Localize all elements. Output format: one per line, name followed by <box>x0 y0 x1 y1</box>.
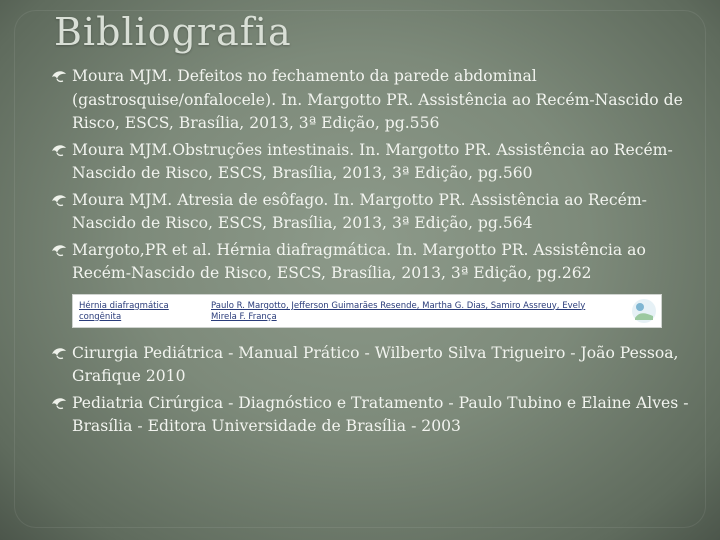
curled-leaf-bullet-icon <box>50 242 68 258</box>
reference-item <box>50 342 690 389</box>
curled-leaf-bullet-icon <box>50 345 68 361</box>
curled-leaf-bullet-icon <box>50 192 68 208</box>
reference-list <box>50 65 690 442</box>
reference-item <box>50 239 690 286</box>
authors-link[interactable]: Paulo R. Margotto, Jefferson Guimarães Resende, Martha G. Dias, Samiro Assreuy, Evely Mirela F. França <box>211 300 586 322</box>
reference-text: Moura MJM. Defeitos no fechamento da parede abdominal (gastrosquise/onfalocele). In. Margotto PR. Assistência ao Recém-Nascido de Risco, ESCS, Brasília, 2013, 3ª Edição, pg.556 <box>72 67 683 132</box>
reference-item <box>50 392 690 439</box>
reference-item <box>50 139 690 186</box>
reference-item <box>50 189 690 236</box>
reference-text: Pediatria Cirúrgica - Diagnóstico e Tratamento - Paulo Tubino e Elaine Alves - Brasília - Editora Universidade de Brasília - 2003 <box>72 393 689 435</box>
slide-title: Bibliografia <box>54 10 292 54</box>
reference-text: Moura MJM.Obstruções intestinais. In. Margotto PR. Assistência ao Recém-Nascido de Risco, ESCS, Brasília, 2013, 3ª Edição, pg.560 <box>72 140 673 182</box>
curled-leaf-bullet-icon <box>50 68 68 84</box>
article-link[interactable]: Hérnia diafragmática congênita <box>79 300 169 322</box>
reference-item <box>50 65 690 136</box>
reference-link-box <box>72 294 662 328</box>
reference-text: Moura MJM. Atresia de esôfago. In. Margotto PR. Assistência ao Recém-Nascido de Risco, ESCS, Brasília, 2013, 3ª Edição, pg.564 <box>72 190 647 232</box>
site-logo-icon <box>631 298 657 324</box>
reference-text: Margoto,PR et al. Hérnia diafragmática. In. Margotto PR. Assistência ao Recém-Nascido de Risco, ESCS, Brasília, 2013, 3ª Edição, pg.262 <box>72 240 646 282</box>
curled-leaf-bullet-icon <box>50 395 68 411</box>
reference-text: Cirurgia Pediátrica - Manual Prático - Wilberto Silva Trigueiro - João Pessoa, Grafique 2010 <box>72 343 679 385</box>
curled-leaf-bullet-icon <box>50 142 68 158</box>
